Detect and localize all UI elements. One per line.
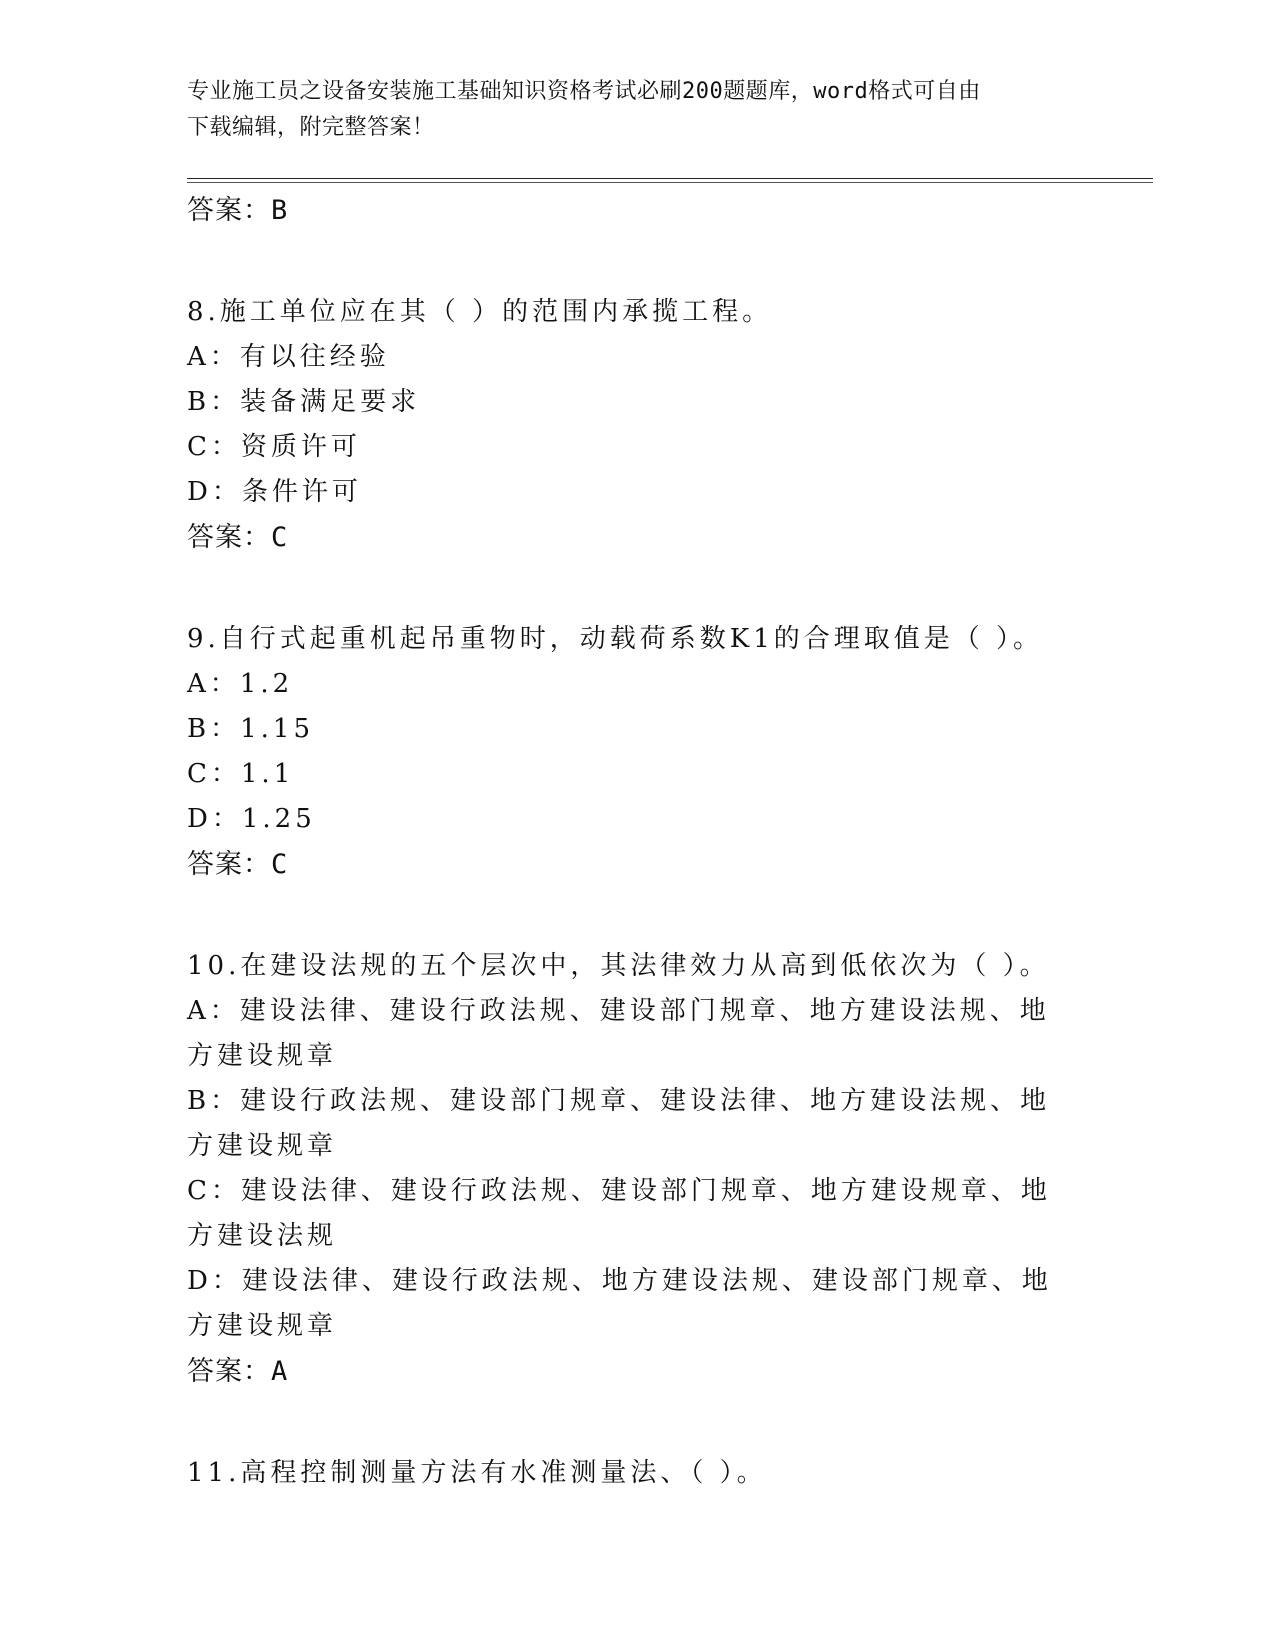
answer-line: 答案：A (187, 1356, 289, 1387)
option-a: A：有以往经验 (187, 342, 390, 372)
question-block-11 (187, 1451, 1087, 1496)
answer-line: 答案：C (187, 849, 289, 880)
option-d: D：建设法律、建设行政法规、地方建设法规、建设部门规章、地方建设规章 (187, 1266, 1052, 1341)
answer-line: 答案：B (187, 195, 289, 226)
option-c: C：1.1 (187, 759, 295, 789)
question-text: 10.在建设法规的五个层次中，其法律效力从高到低依次为（ ）。 (187, 951, 1050, 981)
header-line-2: 下载编辑，附完整答案！ (187, 115, 435, 140)
option-c: C：建设法律、建设行政法规、建设部门规章、地方建设规章、地方建设法规 (187, 1176, 1051, 1251)
question-list (187, 188, 1087, 1496)
question-block-10 (187, 944, 1087, 1395)
question-text: 11.高程控制测量方法有水准测量法、（ ）。 (187, 1458, 767, 1488)
option-b: B：建设行政法规、建设部门规章、建设法律、地方建设法规、地方建设规章 (187, 1086, 1051, 1161)
question-text: 9.自行式起重机起吊重物时，动载荷系数K1的合理取值是（ ）。 (187, 624, 1044, 654)
header-divider-thin (187, 182, 1153, 183)
option-d: D：1.25 (187, 804, 316, 834)
header-line-1: 专业施工员之设备安装施工基础知识资格考试必刷200题题库，word格式可自由 (187, 79, 981, 104)
spacer (187, 1395, 1087, 1451)
question-text: 8.施工单位应在其（ ）的范围内承揽工程。 (187, 297, 773, 327)
option-b: B：1.15 (187, 714, 314, 744)
question-block-8 (187, 290, 1087, 561)
answer-line: 答案：C (187, 522, 289, 553)
spacer (187, 561, 1087, 617)
spacer (187, 888, 1087, 944)
option-a: A：建设法律、建设行政法规、建设部门规章、地方建设法规、地方建设规章 (187, 996, 1050, 1071)
question-block-9 (187, 617, 1087, 888)
header-divider-thick (187, 178, 1153, 179)
option-d: D：条件许可 (187, 477, 362, 507)
document-header (187, 74, 1067, 146)
option-a: A：1.2 (187, 669, 294, 699)
spacer (187, 234, 1087, 290)
option-c: C：资质许可 (187, 432, 361, 462)
option-b: B：装备满足要求 (187, 387, 421, 417)
